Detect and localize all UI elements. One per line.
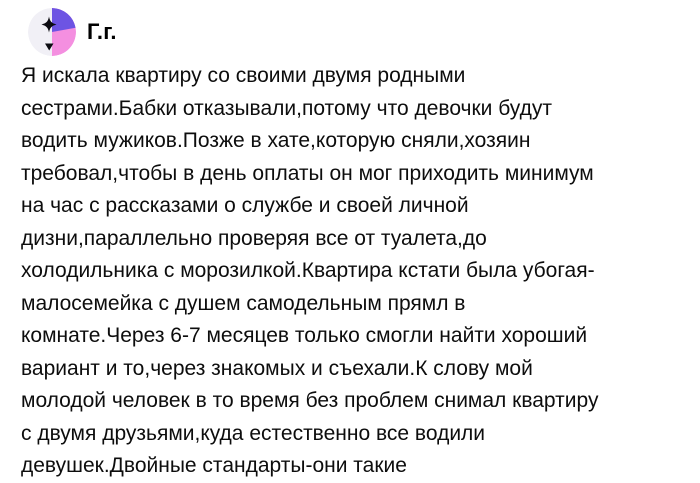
post-text-line: сестрами.Бабки отказывали,потому что девочки будут (21, 96, 552, 120)
username[interactable]: Г.г. (87, 19, 117, 44)
post-header (28, 8, 117, 56)
post-text-line: водить мужиков.Позже в хате,которую сняли,хозяин (21, 129, 531, 152)
avatar[interactable] (28, 8, 76, 56)
post-text-line: молодой человек в то время без проблем снимал квартиру (21, 389, 599, 412)
post-text-line: вариант и то,через знакомых и съехали.К слову мой (21, 356, 533, 380)
post-text (21, 60, 691, 483)
post-text-line: требовал,чтобы в день оплаты он мог приходить минимум (21, 161, 594, 185)
post-text-line: с двумя друзьями,куда естественно все водили (21, 421, 486, 445)
post-text-line: холодильника с морозилкой.Квартира кстати была убогая- (21, 259, 595, 282)
post-text-line: малосемейка с душем самодельным прямл в (21, 291, 466, 315)
post-text-line: комнате.Через 6-7 месяцев только смогли найти хороший (21, 324, 588, 347)
post-text-line: Я искала квартиру со своими двумя родными (21, 64, 466, 87)
post-text-line: девушек.Двойные стандарты-они такие (21, 454, 407, 477)
post-text-line: дизни,параллельно проверяя все от туалета,до (21, 226, 487, 250)
post-text-line: на час с рассказами о службе и своей личной (21, 194, 469, 217)
avatar-purple-sector (52, 8, 76, 32)
